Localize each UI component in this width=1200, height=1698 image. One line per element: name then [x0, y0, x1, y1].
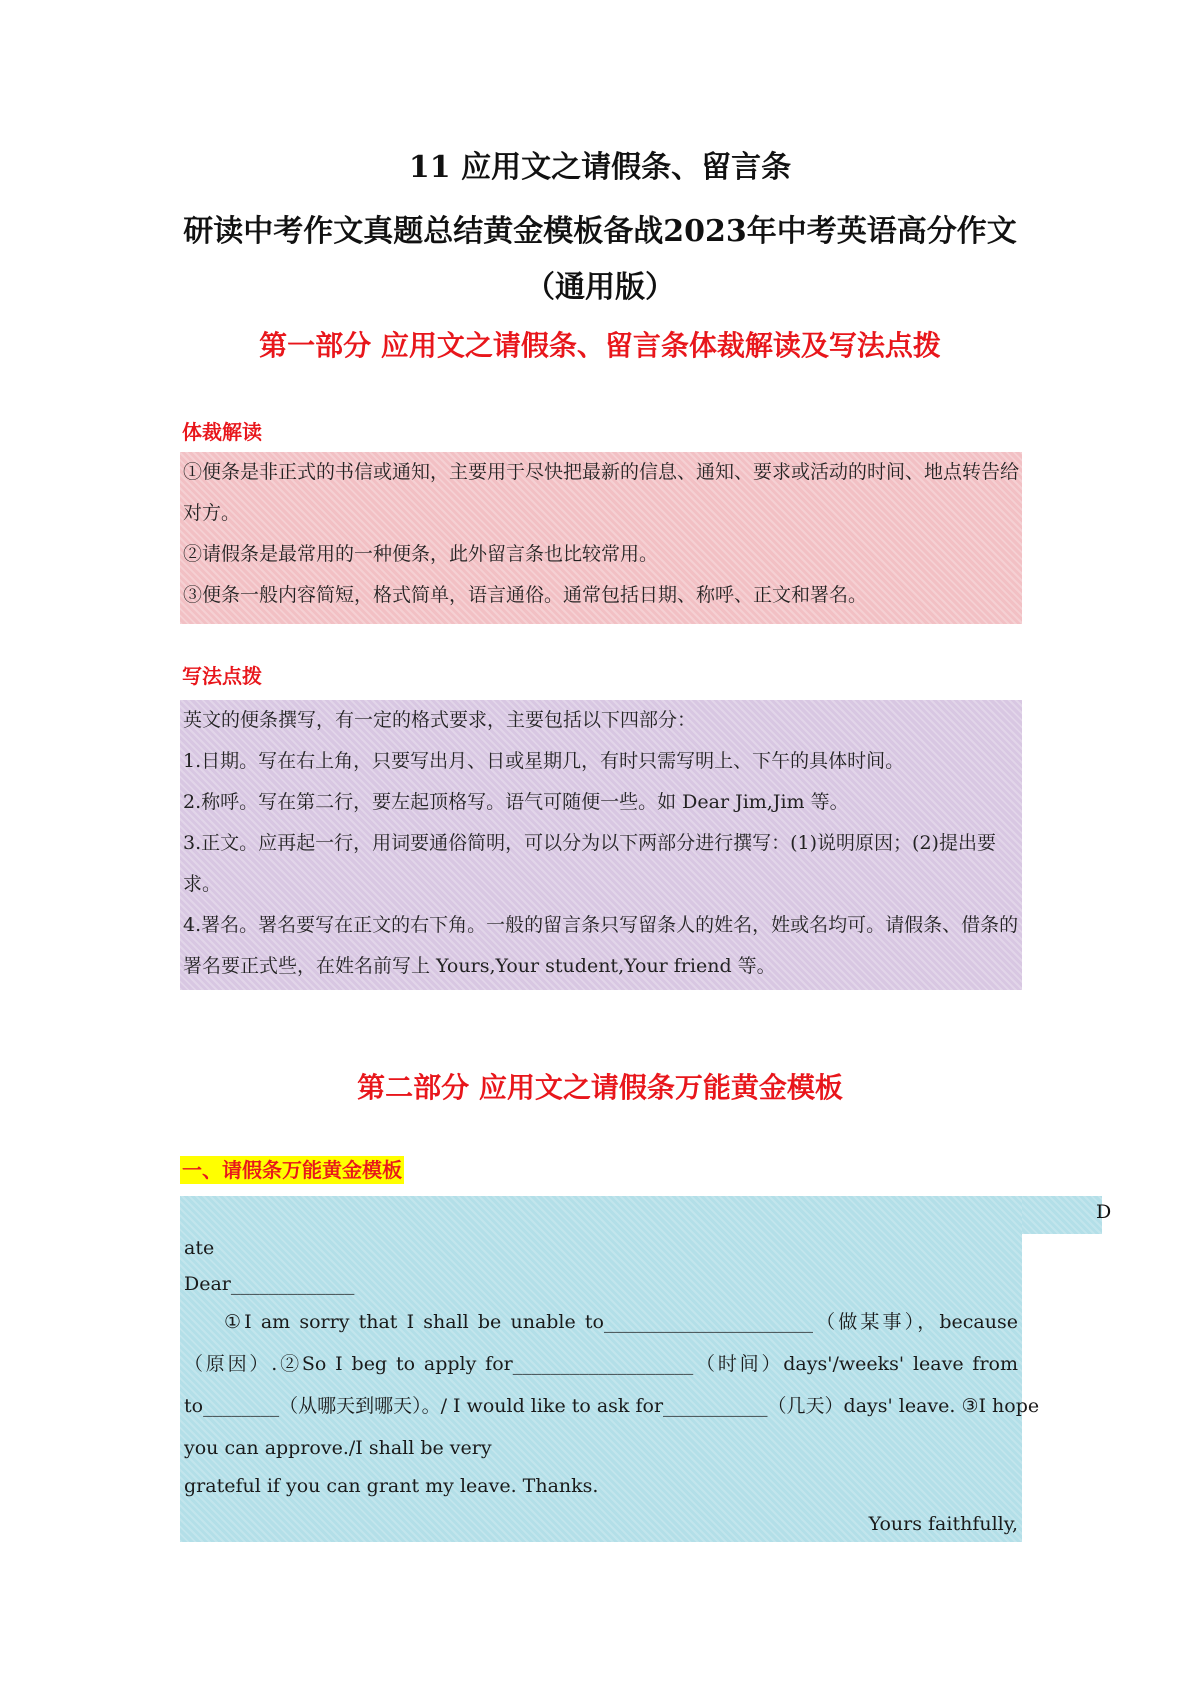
template-closing: Yours faithfully,	[868, 1513, 1018, 1535]
genre-point-3: ③便条一般内容简短，格式简单，语言通俗。通常包括日期、称呼、正文和署名。	[183, 584, 868, 606]
template-line-1: ①I am sorry that I shall be unable to______________________（做某事），because	[224, 1311, 1018, 1333]
genre-box	[180, 452, 1022, 624]
template-date: ate	[184, 1237, 215, 1259]
doc-subtitle: 研读中考作文真题总结黄金模板备战2023年中考英语高分作文	[183, 214, 1017, 249]
writing-label: 写法点拨	[182, 664, 262, 688]
writing-point-3: 3.正文。应再起一行，用词要通俗简明，可以分为以下两部分进行撰写：(1)说明原因；(2)提出要求。	[183, 832, 996, 895]
writing-point-2: 2.称呼。写在第二行，要左起顶格写。语气可随便一些。如 Dear Jim,Jim 等。	[183, 791, 849, 813]
writing-box	[180, 700, 1022, 990]
genre-point-2: ②请假条是最常用的一种便条，此外留言条也比较常用。	[183, 543, 659, 565]
template-box-tab	[1022, 1196, 1102, 1234]
template-box	[180, 1196, 1040, 1542]
writing-point-4: 4.署名。署名要写在正文的右下角。一般的留言条只写留条人的姓名，姓或名均可。请假条、借条的署名要正式些，在姓名前写上 Yours,Your student,Your friend 等。	[183, 914, 1019, 977]
template-line-3: to________（从哪天到哪天）。/ I would like to ask for___________（几天）days' leave. ③I hope	[184, 1395, 1040, 1417]
part1-heading: 第一部分 应用文之请假条、留言条体裁解读及写法点拨	[259, 329, 941, 362]
template-line-5: grateful if you can grant my leave. Thanks.	[184, 1475, 599, 1497]
template-line-2: （原因）.②So I beg to apply for___________________（时间）days'/weeks' leave from	[184, 1353, 1018, 1375]
genre-point-1: ①便条是非正式的书信或通知，主要用于尽快把最新的信息、通知、要求或活动的时间、地点转告给对方。	[183, 461, 1020, 524]
template-date-initial: D	[1096, 1201, 1112, 1223]
part2-heading: 第二部分 应用文之请假条万能黄金模板	[357, 1071, 843, 1104]
doc-edition: （通用版）	[525, 270, 675, 305]
template-label: 一、请假条万能黄金模板	[182, 1158, 402, 1182]
writing-intro: 英文的便条撰写，有一定的格式要求，主要包括以下四部分：	[183, 709, 697, 731]
template-line-4: you can approve./I shall be very	[184, 1437, 492, 1459]
genre-label: 体裁解读	[182, 420, 262, 444]
writing-point-1: 1.日期。写在右上角，只要写出月、日或星期几，有时只需写明上、下午的具体时间。	[183, 750, 905, 772]
doc-title: 11 应用文之请假条、留言条	[408, 150, 792, 185]
template-greeting: Dear_____________	[184, 1273, 355, 1295]
